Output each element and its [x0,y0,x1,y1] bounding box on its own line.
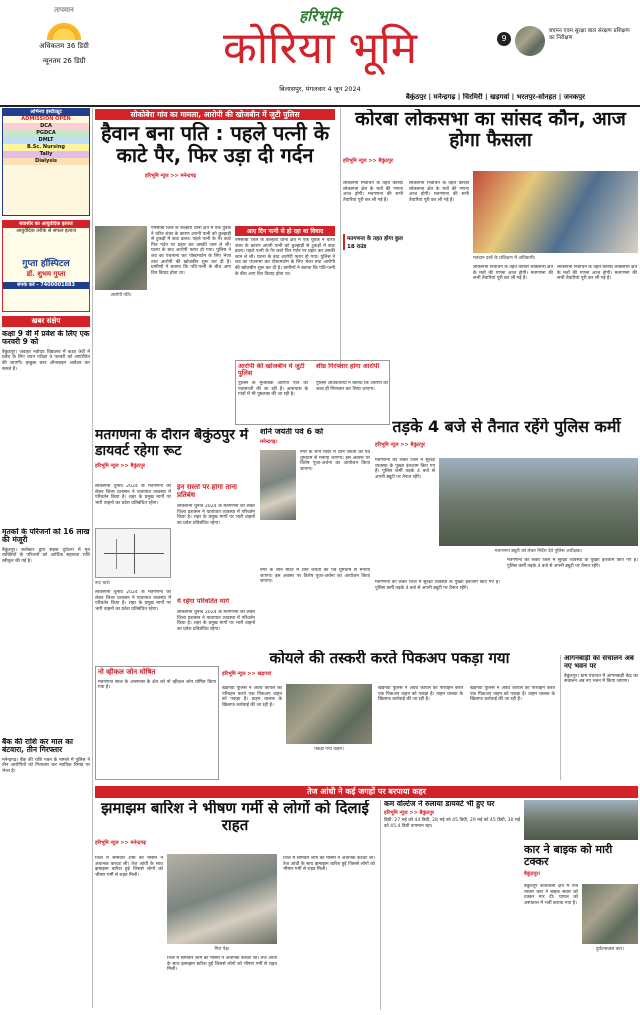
arrest-box-title: आरोपी की खोजबीन में जुटी पुलिस [238,363,305,378]
korba-story [343,109,638,364]
min-temp: न्यूनतम 26 डिग्री [42,57,86,65]
hospital-ad [2,220,90,312]
no-vehicle-body: मतगणना स्थल के आसपास के क्षेत्र को नो व्हीकल जोन घोषित किया गया है। [98,679,216,691]
car-body: बैकुंठपुर कोतवाली क्षेत्र में तेज रफ्तार कार ने बाइक सवार को टक्कर मार दी। घायल को अस्पताल में भर्ती कराया गया है। [524,884,578,906]
sun-icon [46,18,82,40]
paper-title: कोरिया भूमि [222,23,418,74]
edition-3: चिरमिरी [462,93,483,100]
no-vehicle-box [95,666,219,780]
edition-4: खड़गवां [490,93,510,100]
storm-story [95,800,375,1010]
korba-bullet: मतगणना के तहत होगा कुल 18 राउंड [343,234,403,250]
police-body: मतगणना को लेकर जिले में सुरक्षा व्यवस्था के पुख्ता इंतजाम किए गए हैं। पुलिस कर्मी तड़के 4 बजे से अपनी ड्यूटी पर तैनात रहेंगे। [375,458,435,480]
course-2: PGDCA [3,130,89,137]
route-map-caption: रूट चार्ट। [95,581,111,586]
coal-headline: कोयले की तस्करी करते पिकअप पकड़ा गया [269,650,510,667]
route-change-title: ये रहेगा परिवर्तित मार्ग [177,598,229,605]
shani-body-col-2: नगर के शनि मंदिर में शनि जयंती का पर्व धूमधाम से मनाया जाएगा। इस अवसर पर विशेष पूजा-अर्चना का आयोजन किया जाएगा। [260,568,370,585]
korba-body-col-2: लोकसभा निर्वाचन के तहत कोरबा लोकसभा क्षेत्र के मतों की गणना आज होगी। मतगणना की सभी तैयारियां पूरी कर ली गई हैं। [409,181,469,203]
top-strip-text: सोकोबेरा गांव का मामला, आरोपी की खोजबीन में जुटी पुलिस [130,110,300,119]
brief-1-title: कक्षा 9 वीं में प्रवेश के लिए एक फरवरी 9 को [2,330,90,347]
brand-name: हरिभूमि [299,7,341,25]
hospital-ad-line-1: बवासीर का आयुर्वेदिक इलाज [3,221,89,228]
lead-headline: हैवान बना पति : पहले पत्नी के काटे पैर, फिर उड़ा दी गर्दन [100,122,330,168]
lead-body-col-2: एमसीबी जिले के केल्हारी थाना क्षेत्र में एक युवक ने चरित्र शंका के कारण अपनी पत्नी को कुल्हाड़ी से टुकड़ों में काट डाला। पहले पत्नी के पैर काटे फिर गर्दन पर प्रहार कर उसकी जान ले ली। घटना के बाद आरोपी फरार हो गया। पुलिस ने शव का पंचनामा कर पोस्टमार्टम के लिए भेजा तथा आरोपी की खोजबीन शुरू कर दी है। ग्रामीणों ने बताया कि पति-पत्नी के बीच आए दिन विवाद होता था। [235,238,335,277]
arrest-box-title-2: शीघ्र गिरफ्तार होगा आरोपी [316,363,380,370]
arrest-box-body-2: पुलिस अधिकारियों ने बताया कि आरोपी को जल्द ही गिरफ्तार कर लिया जाएगा। [316,381,388,392]
storm-headline: झमाझम बारिश ने भीषण गर्मी से लोगों को दिलाई राहत [101,800,369,834]
storm-strip-text: तेज आंधी ने कई जगहों पर बरपाया कहर [306,787,427,796]
brief-2-body: बैकुंठपुर। कलेक्टर द्वारा सड़क दुर्घटना में मृत व्यक्तियों के परिजनों को आर्थिक सहायता राशि स्वीकृत की गई है। [2,547,90,564]
korba-photo [473,171,638,253]
anganwadi-story [560,655,638,780]
lead-body-col-1: एमसीबी जिले के केल्हारी थाना क्षेत्र में एक युवक ने चरित्र शंका के कारण अपनी पत्नी को कुल्हाड़ी से टुकड़ों में काट डाला। पहले पत्नी के पैर काटे फिर गर्दन पर प्रहार कर उसकी जान ले ली। घटना के बाद आरोपी फरार हो गया। पुलिस ने शव का पंचनामा कर पोस्टमार्टम के लिए भेजा तथा आरोपी की खोजबीन शुरू कर दी है। ग्रामीणों ने बताया कि पति-पत्नी के बीच आए दिन विवाद होता था। [151,226,231,276]
counting-headline: मतगणना के दौरान बैकुंठपुर में डायवर्ट रहेगा रूट [95,428,249,459]
coal-body: खड़गवां पुलिस ने अवैध कोयले का परिवहन करते एक पिकअप वाहन को पकड़ा है। वाहन चालक के खिलाफ कार्रवाई की जा रही है। [222,686,282,708]
police-photo-caption: मतगणना ड्यूटी को लेकर निर्देश देते पुलिस अधीक्षक। [494,549,583,554]
course-6: Dialysis [3,158,89,165]
brief-1 [2,330,90,450]
masthead-rule [0,105,640,107]
lead-byline: हरिभूमि न्यूज >> मनेन्द्रगढ़ [145,172,197,179]
course-5: Tally [3,151,89,158]
voltage-story [380,800,520,1010]
car-story [524,800,638,1010]
counting-body: लोकसभा चुनाव 2024 के मतगणना को लेकर जिला प्रशासन ने यातायात व्यवस्था में परिवर्तन किया है। शहर के प्रमुख मार्गों पर भारी वाहनों का प्रवेश प्रतिबंधित रहेगा। [95,484,171,506]
car-photo-caption: दुर्घटनाग्रस्त कार। [595,947,624,952]
storm-photo-caption: गिरा पेड़। [214,947,230,952]
police-byline: हरिभूमि न्यूज >> बैकुंठपुर [375,441,425,448]
korba-byline: हरिभूमि न्यूज >> बैकुंठपुर [343,157,393,164]
institute-ad [2,108,90,216]
korba-body-col-3: लोकसभा निर्वाचन के तहत कोरबा लोकसभा क्षेत्र के मतों की गणना आज होगी। मतगणना की सभी तैयारियां पूरी कर ली गई हैं। [473,265,553,282]
accused-photo [95,226,147,290]
arrest-box [235,360,390,425]
police-headline: तड़के 4 बजे से तैनात रहेंगे पुलिस कर्मी [392,418,621,436]
hospital-ad-line-2: आयुर्वेदिक तरीके से सफल इलाज [16,228,76,234]
counting-subtitle: इन रास्तों पर होगा ताना प्रतिबंध [177,484,237,499]
brief-1-body: बैकुंठपुर। जवाहर नवोदय विद्यालय में कक्षा 9वीं में प्रवेश के लिए चयन परीक्षा 9 फरवरी को आयोजित की जाएगी। इच्छुक छात्र ऑनलाइन आवेदन कर सकते हैं। [2,349,90,372]
edition-bar: बैकुंठपुर | मनेन्द्रगढ़ | चिरमिरी | खड़गवां | भरतपुर-सोनहत | जनकपुर [405,93,585,100]
masthead [0,0,640,100]
hospital-contact: संपर्क करें - 7400001883 [3,282,89,289]
counting-body-col-3: लोकसभा चुनाव 2024 के मतगणना को लेकर जिला प्रशासन ने यातायात व्यवस्था में परिवर्तन किया है। शहर के प्रमुख मार्गों पर भारी वाहनों का प्रवेश प्रतिबंधित रहेगा। [177,504,255,526]
police-story [375,418,638,643]
korba-rule [340,108,341,366]
coal-body-col-3: खड़गवां पुलिस ने अवैध कोयले का परिवहन करते एक पिकअप वाहन को पकड़ा है। वाहन चालक के खिलाफ कार्रवाई की जा रही है। [470,686,555,703]
korba-body-col-4: लोकसभा निर्वाचन के तहत कोरबा लोकसभा क्षेत्र के मतों की गणना आज होगी। मतगणना की सभी तैयारियां पूरी कर ली गई हैं। [557,265,637,282]
coal-photo-caption: पकड़ा गया वाहन। [314,747,344,752]
sidebar-rule [92,108,93,1008]
route-map [95,528,171,578]
coal-photo [286,684,372,744]
voltage-body: डिग्री, 27 मई को 44 डिग्री, 28 मई को 45 डिग्री, 29 मई को 45 डिग्री, 30 मई को 45.4 डिग्री तापमान रहा। [384,818,520,829]
storm-strip [95,786,638,798]
storm-byline: हरिभूमि न्यूज >> मनेन्द्रगढ़ [95,839,147,846]
temperature-box [14,6,114,76]
storm-body: जिले में सोमवार शाम को मौसम ने अचानक करवट ली। तेज आंधी के साथ झमाझम बारिश हुई जिससे लोगों को भीषण गर्मी से राहत मिली। [95,856,163,878]
lead-story [95,122,335,362]
edition-6: जनकपुर [563,93,585,100]
lead-box-title: आए दिन पत्नी से हो रहा था विवाद [235,226,335,236]
course-4: B.Sc. Nursing [3,144,89,151]
news-brief-header: खबर संक्षेप [2,316,90,327]
counting-body-col-4: लोकसभा चुनाव 2024 के मतगणना को लेकर जिला प्रशासन ने यातायात व्यवस्था में परिवर्तन किया है। शहर के प्रमुख मार्गों पर भारी वाहनों का प्रवेश प्रतिबंधित रहेगा। [177,610,255,632]
shani-photo [260,450,296,520]
brief-3-body: मनेन्द्रगढ़। बैंक की राशि गबन के मामले में पुलिस ने तीन आरोपियों को गिरफ्तार कर न्यायिक रिमांड पर भेजा है। [2,757,90,774]
tree-photo [524,800,638,840]
arrest-box-body: पुलिस के मुताबिक आरोपी पति की पतासाजी की जा रही है। आसपास के गांवों में भी पूछताछ की जा रही है। [238,381,308,398]
korba-headline: कोरबा लोकसभा का सांसद कौन, आज होगा फैसला [355,109,626,152]
accused-photo-caption: आरोपी पति। [110,293,132,298]
shani-byline: मनेन्द्रगढ़। [260,438,278,445]
police-body-col-3: मतगणना को लेकर जिले में सुरक्षा व्यवस्था के पुख्ता इंतजाम किए गए हैं। पुलिस कर्मी तड़के 4 बजे से अपनी ड्यूटी पर तैनात रहेंगे। [507,558,638,569]
shani-body: नगर के शनि मंदिर में शनि जयंती का पर्व धूमधाम से मनाया जाएगा। इस अवसर पर विशेष पूजा-अर्चना का आयोजन किया जाएगा। [300,450,370,472]
brief-3-title: बैंक की राशि कर माल का बंटवारा, तीन गिरफ्तार [2,738,73,755]
no-vehicle-title: नो व्हीकल जोन घोषित [98,668,156,676]
course-3: DMLT [3,137,89,144]
teaser-text: बचपन एवम सुरक्षा बाल संरक्षण प्रशिक्षण का निरीक्षण [549,28,630,41]
counting-byline: हरिभूमि न्यूज >> बैकुंठपुर [95,463,145,470]
storm-body-col-3: जिले में सोमवार शाम को मौसम ने अचानक करवट ली। तेज आंधी के साथ झमाझम बारिश हुई जिससे लोगों को भीषण गर्मी से राहत मिली। [283,856,375,873]
anganwadi-title: आंगनबाड़ी का संचालन अब नए भवन पर [564,655,634,670]
edition-2: मनेन्द्रगढ़ [433,93,456,100]
counting-story [95,428,255,663]
voltage-title: कम वोल्टेज ने रुलाया डायवर्ट भी हुए घर [384,800,495,808]
hospital-name: गुप्ता हॉस्पिटल [22,259,70,269]
police-body-col-2: मतगणना को लेकर जिले में सुरक्षा व्यवस्था के पुख्ता इंतजाम किए गए हैं। पुलिस कर्मी तड़के 4 बजे से अपनी ड्यूटी पर तैनात रहेंगे। [375,580,500,591]
course-1: DCA [3,123,89,130]
page-teaser [497,26,637,66]
car-headline: कार ने बाइक को मारी टक्कर [524,843,613,869]
korba-body: लोकसभा निर्वाचन के तहत कोरबा लोकसभा क्षेत्र के मतों की गणना आज होगी। मतगणना की सभी तैयारियां पूरी कर ली गई हैं। [343,181,403,203]
storm-photo [167,854,277,944]
car-photo [582,884,638,944]
brief-2 [2,528,90,678]
car-byline: बैकुंठपुर। [524,870,541,877]
dateline: बिलासपुर, मंगलवार 4 जून 2024 [279,85,361,93]
edition-5: भरतपुर-सोनहत [516,93,557,100]
left-sidebar [2,108,90,1008]
shani-story [260,428,370,663]
edition-1: बैकुंठपुर [405,93,427,100]
temp-label: तापमान [54,6,74,14]
counting-body-col-2: लोकसभा चुनाव 2024 के मतगणना को लेकर जिला प्रशासन ने यातायात व्यवस्था में परिवर्तन किया है। शहर के प्रमुख मार्गों पर भारी वाहनों का प्रवेश प्रतिबंधित रहेगा। [95,590,171,612]
brief-3 [2,738,90,988]
doctor-name: डॉ. शुभम गुप्ता [26,270,66,278]
shani-title: शनि जयंती पर्व 6 को [260,428,324,436]
coal-byline: हरिभूमि न्यूज >> खड़गवां [222,670,272,677]
institute-name: अभिनव इंस्टीट्यूट [3,109,89,116]
teaser-photo [515,26,545,56]
max-temp: अधिकतम 36 डिग्री [39,42,89,50]
storm-body-col-2: जिले में सोमवार शाम को मौसम ने अचानक करवट ली। तेज आंधी के साथ झमाझम बारिश हुई जिससे लोगों को भीषण गर्मी से राहत मिली। [167,956,277,973]
top-strip [95,109,335,120]
coal-body-col-2: खड़गवां पुलिस ने अवैध कोयले का परिवहन करते एक पिकअप वाहन को पकड़ा है। वाहन चालक के खिलाफ कार्रवाई की जा रही है। [378,686,463,703]
admission-open: ADMISSION OPEN [21,116,71,122]
teaser-page-number: 9 [497,32,511,46]
voltage-byline: हरिभूमि न्यूज >> बैकुंठपुर [384,810,434,817]
police-photo [439,458,638,546]
coal-story [222,650,557,780]
korba-photo-caption: मतदान दलों के प्रशिक्षण में अधिकारी। [473,256,536,261]
anganwadi-body: बैकुंठपुर। ग्राम पंचायत में आंगनबाड़ी केंद्र का संचालन अब नए भवन में किया जाएगा। [564,673,638,685]
brief-2-title: मृतकों के परिजनों को 16 लाख की मंजूरी [2,528,90,545]
